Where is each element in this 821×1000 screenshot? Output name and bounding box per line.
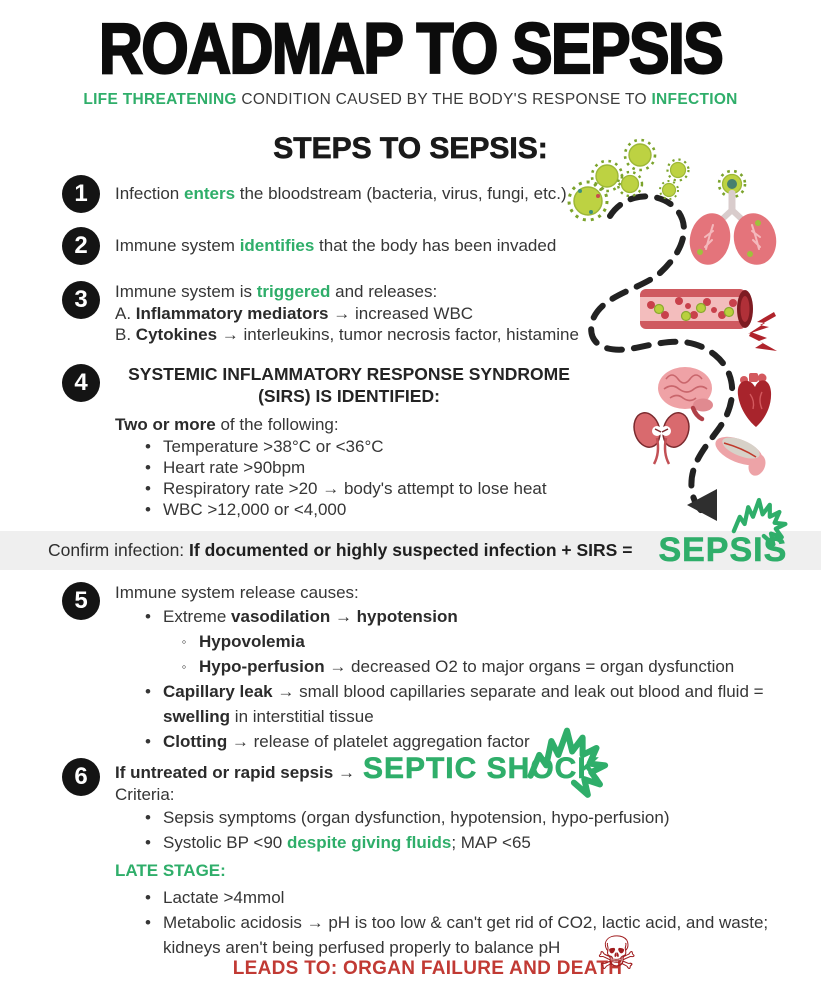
- text-segment: in interstitial tissue: [230, 706, 374, 726]
- list-item: [141, 604, 775, 629]
- step-4-number-badge: [62, 364, 100, 402]
- bullet-marker: •: [145, 436, 151, 456]
- sirs-criteria-list: [115, 436, 583, 520]
- step-4-intro: [115, 414, 583, 436]
- text-segment: identifies: [239, 236, 315, 255]
- text-segment: Lactate >4mmol: [163, 887, 285, 907]
- list-item: [141, 830, 775, 855]
- heart-icon: [738, 373, 771, 427]
- list-item-text: [163, 478, 547, 499]
- text-segment: Systolic BP <90: [163, 833, 287, 852]
- list-item-text: [199, 654, 734, 679]
- text-segment: WBC >12,000 or <4,000: [163, 499, 347, 519]
- list-item-text: [163, 679, 775, 729]
- text-segment: A.: [115, 303, 136, 323]
- step-6-criteria-list: [115, 805, 775, 855]
- text-segment: INFECTION: [651, 91, 738, 108]
- list-item: [141, 499, 583, 520]
- list-item: [141, 457, 583, 478]
- step-2-text: [115, 227, 556, 265]
- text-segment: CONDITION CAUSED BY THE BODY'S RESPONSE TO: [236, 91, 652, 108]
- step-6-number-badge: [62, 758, 100, 796]
- step-5: [0, 582, 821, 754]
- text-segment: of the following:: [215, 415, 339, 434]
- sepsis-label: SEPSIS: [658, 531, 788, 569]
- step-5-intro: [115, 582, 775, 604]
- list-item-text: [163, 499, 346, 520]
- bullet-marker: ◦: [181, 633, 187, 649]
- sirs-heading-line-2: (SIRS) IS IDENTIFIED:: [258, 385, 440, 406]
- step-5-number-badge: [62, 582, 100, 620]
- list-item: [141, 885, 795, 910]
- list-item-text: [199, 629, 305, 654]
- late-stage-label: LATE STAGE:: [115, 861, 226, 880]
- banner-bold-text: If documented or highly suspected infection + SIRS =: [189, 540, 633, 560]
- sepsis-banner: [0, 531, 821, 570]
- step-3-line-3: [115, 324, 579, 346]
- step-number: 2: [74, 232, 88, 259]
- list-item-text: [163, 457, 305, 478]
- septic-shock-label: SEPTIC SHOCK: [362, 752, 600, 785]
- text-segment: that the body has been invaded: [314, 236, 557, 255]
- blood-vessel-icon: [640, 289, 753, 329]
- step-5-list: [115, 604, 775, 754]
- bullet-marker: •: [145, 606, 151, 626]
- text-segment: ; MAP <65: [451, 833, 531, 852]
- list-item: [141, 436, 583, 457]
- text-segment: swelling: [163, 706, 231, 726]
- list-item: [141, 910, 795, 960]
- step-1-number-badge: [62, 175, 100, 213]
- list-item-text: [163, 729, 530, 754]
- steps-heading: STEPS TO SEPSIS:: [273, 132, 548, 165]
- criteria-label: Criteria:: [115, 784, 175, 804]
- text-segment: Sepsis symptoms (organ dysfunction, hypotension, hypo-perfusion): [163, 808, 670, 827]
- list-item: [141, 478, 583, 499]
- step-6: [0, 752, 821, 960]
- bullet-marker: •: [145, 681, 151, 701]
- list-item: [177, 629, 775, 654]
- pain-bolts-icon: [748, 312, 777, 351]
- text-segment: → increased WBC: [328, 303, 474, 323]
- step-number: 5: [74, 587, 88, 614]
- text-segment: and releases:: [330, 282, 438, 301]
- text-segment: → small blood capillaries separate and leak out blood and fluid =: [272, 681, 764, 701]
- text-segment: Temperature >38°C or <36°C: [163, 436, 384, 456]
- sepsis-banner-text: [48, 540, 632, 561]
- text-segment: enters: [184, 184, 236, 203]
- skull-crossbones-icon: ☠: [596, 926, 638, 980]
- step-6-headline-text: [115, 762, 355, 784]
- text-segment: Capillary leak: [163, 681, 273, 701]
- pancreas-icon: [712, 431, 769, 478]
- step-2-number-badge: [62, 227, 100, 265]
- sirs-heading-line-1: SYSTEMIC INFLAMMATORY RESPONSE SYNDROME: [128, 364, 570, 384]
- text-segment: Cytokines: [135, 325, 218, 344]
- text-segment: → decreased O2 to major organs = organ dysfunction: [324, 656, 735, 676]
- step-number: 1: [74, 180, 88, 207]
- step-3-line-2: [115, 303, 579, 325]
- text-segment: Two or more: [115, 415, 216, 434]
- bullet-marker: •: [145, 833, 151, 852]
- text-segment: B.: [115, 325, 136, 344]
- bullet-marker: •: [145, 887, 151, 907]
- page-subtitle: [0, 91, 821, 109]
- bullet-marker: •: [145, 457, 151, 477]
- text-segment: LIFE THREATENING: [83, 91, 237, 108]
- text-segment: Clotting: [163, 731, 228, 751]
- text-segment: Immune system is: [115, 282, 257, 301]
- text-segment: despite giving fluids: [286, 833, 452, 852]
- arrowhead-icon: [687, 489, 717, 521]
- text-segment: Extreme: [163, 606, 232, 626]
- virus-icon: [569, 140, 689, 220]
- list-item: [141, 805, 775, 830]
- step-number: 6: [74, 763, 88, 790]
- text-segment: Immune system: [115, 236, 240, 255]
- kidneys-icon: [630, 410, 693, 464]
- leads-to-death-text: LEADS TO: ORGAN FAILURE AND DEATH: [232, 958, 623, 979]
- bullet-marker: •: [145, 731, 151, 751]
- step-number: 4: [74, 369, 88, 396]
- step-3-number-badge: [62, 281, 100, 319]
- list-item-text: [163, 436, 384, 457]
- sirs-heading: [115, 364, 583, 407]
- text-segment: Metabolic acidosis → pH is too low & can't get rid of CO2, lactic acid, and waste; kidneys aren't being perfused properly to balance pH: [163, 912, 769, 957]
- text-segment: Immune system release causes:: [115, 583, 359, 602]
- late-stage-list: [115, 885, 795, 960]
- list-item-text: [163, 805, 669, 830]
- bullet-marker: •: [145, 499, 151, 519]
- text-segment: If untreated or rapid sepsis →: [115, 763, 355, 782]
- step-3-line-1: [115, 281, 579, 303]
- list-item: [141, 729, 775, 754]
- list-item-text: [163, 885, 284, 910]
- text-segment: Respiratory rate >20 → body's attempt to lose heat: [163, 478, 547, 498]
- text-segment: → interleukins, tumor necrosis factor, histamine: [217, 325, 579, 344]
- text-segment: Heart rate >90bpm: [163, 457, 306, 477]
- bullet-marker: ◦: [181, 658, 187, 674]
- brain-icon: [658, 367, 713, 419]
- lungs-icon: [685, 171, 781, 269]
- list-item-text: [163, 604, 458, 629]
- bullet-marker: •: [145, 912, 151, 932]
- bullet-marker: •: [145, 478, 151, 498]
- text-segment: Infection: [115, 184, 184, 203]
- bullet-marker: •: [145, 808, 151, 827]
- step-1-text: [115, 175, 567, 213]
- text-segment: the bloodstream (bacteria, virus, fungi, etc.): [235, 184, 567, 203]
- text-segment: vasodilation → hypotension: [231, 606, 458, 626]
- sepsis-pathway-illustration: [553, 128, 821, 530]
- text-segment: Inflammatory mediators: [135, 303, 329, 323]
- text-segment: Hypo-perfusion: [199, 656, 325, 676]
- list-item-text: [163, 830, 531, 855]
- text-segment: triggered: [256, 282, 331, 301]
- list-item: [141, 679, 775, 729]
- page-title: ROADMAP TO SEPSIS: [98, 10, 723, 89]
- septic-shock-headline: [115, 752, 795, 785]
- list-item-text: [163, 910, 795, 960]
- text-segment: Hypovolemia: [199, 631, 305, 651]
- step-number: 3: [74, 286, 88, 313]
- banner-prefix: Confirm infection:: [48, 540, 190, 560]
- list-item: [177, 654, 775, 679]
- text-segment: → release of platelet aggregation factor: [227, 731, 530, 751]
